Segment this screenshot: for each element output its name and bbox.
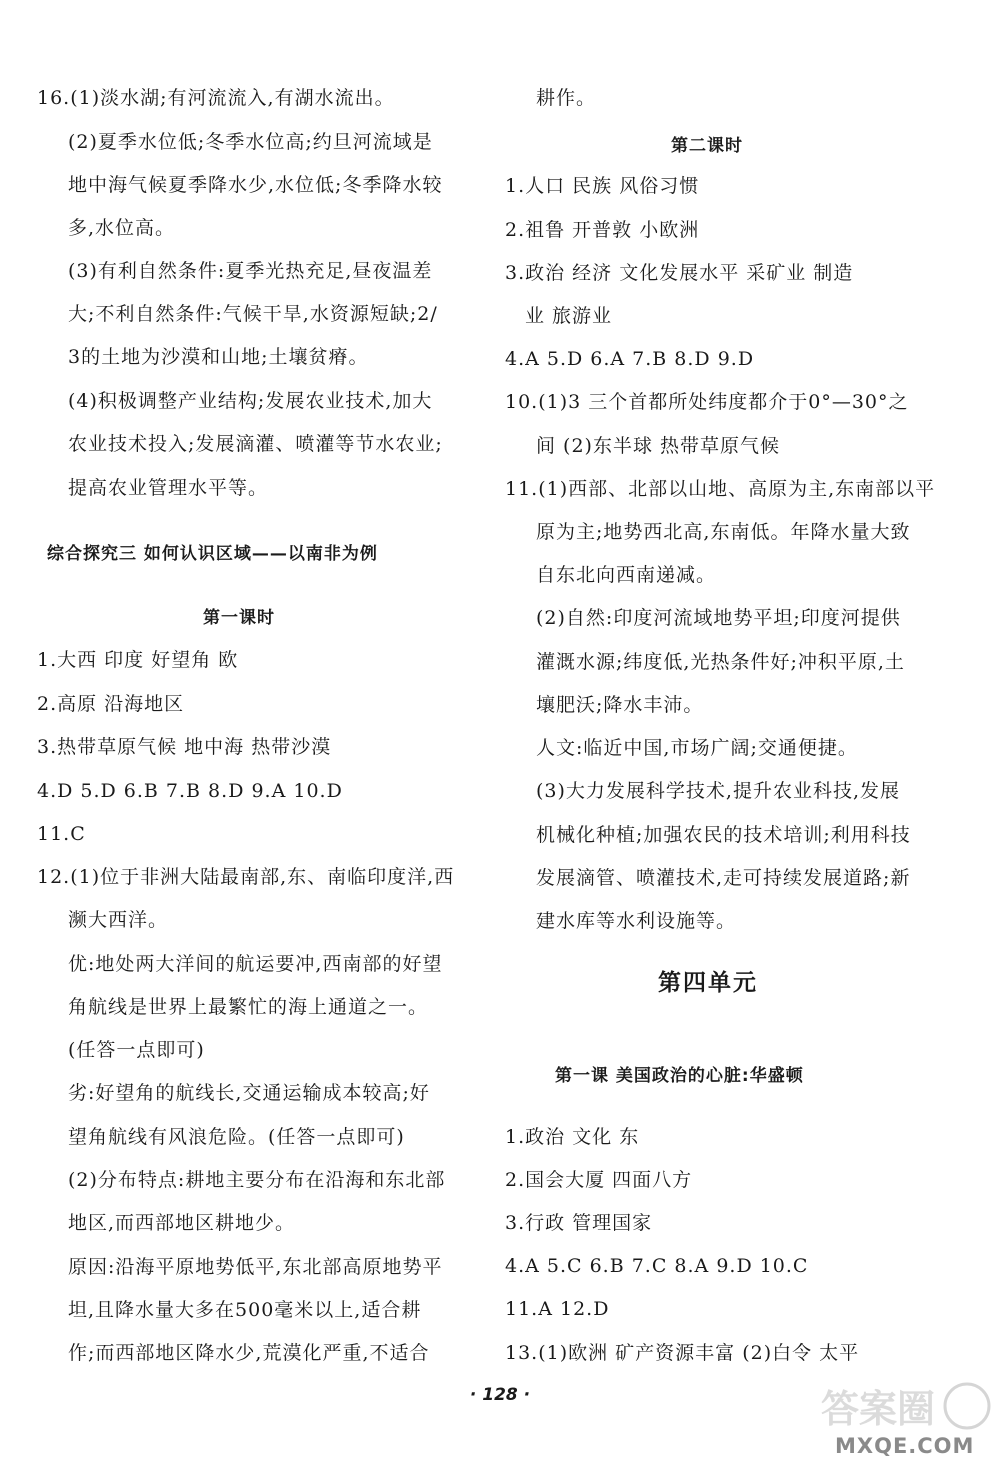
answer-b2: 2.祖鲁 开普敦 小欧洲 [505, 219, 700, 241]
answer-12-2-line2: 地区,而西部地区耕地少。 [68, 1212, 296, 1234]
answer-12-1-line2: 濒大西洋。 [68, 909, 169, 931]
answer-4-10: 4.D 5.D 6.B 7.B 8.D 9.A 10.D [37, 780, 343, 802]
answer-b11-line5: 灌溉水源;纬度低,光热条件好;冲积平原,土 [536, 651, 905, 673]
answer-16-3-line2: 大;不利自然条件:气候干旱,水资源短缺;2/ [68, 303, 438, 325]
answer-12-reason-line2: 坦,且降水量大多在500毫米以上,适合耕 [68, 1299, 422, 1321]
answer-b11-line6: 壤肥沃;降水丰沛。 [536, 694, 704, 716]
answer-16-2-line1: (2)夏季水位低;冬季水位高;约旦河流域是 [68, 131, 433, 153]
section-title: 综合探究三 如何认识区域——以南非为例 [47, 544, 378, 564]
answer-b11-line10: 发展滴管、喷灌技术,走可持续发展道路;新 [536, 867, 911, 889]
answer-12-dis-line2: 望角航线有风浪危险。(任答一点即可) [68, 1126, 405, 1148]
answer-3: 3.热带草原气候 地中海 热带沙漠 [37, 736, 332, 758]
answer-16-4-line1: (4)积极调整产业结构;发展农业技术,加大 [68, 390, 433, 412]
lesson-1-heading: 第一课时 [203, 608, 275, 628]
answer-16-3-line1: (3)有利自然条件:夏季光热充足,昼夜温差 [68, 260, 433, 282]
answer-11: 11.C [37, 823, 86, 845]
answer-b11-line8: (3)大力发展科学技术,提升农业科技,发展 [536, 780, 900, 802]
watermark-chars: 答案圈 [821, 1387, 936, 1431]
answer-16-2-line3: 多,水位高。 [68, 217, 176, 239]
answer-2: 2.高原 沿海地区 [37, 693, 185, 715]
answer-16-2-line2: 地中海气候夏季降水少,水位低;冬季降水较 [68, 174, 443, 196]
answer-b10-line2: 间 (2)东半球 热带草原气候 [536, 435, 780, 457]
watermark-site: MXQE.COM [835, 1434, 975, 1458]
answer-1: 1.大西 印度 好望角 欧 [37, 649, 239, 671]
answer-b11-line9: 机械化种植;加强农民的技术培训;利用科技 [536, 824, 911, 846]
answer-b11-line11: 建水库等水利设施等。 [536, 910, 737, 932]
answer-c11-12: 11.A 12.D [505, 1298, 610, 1320]
answer-b11-line4: (2)自然:印度河流域地势平坦;印度河提供 [536, 607, 901, 629]
answer-12-reason-line3: 作;而西部地区降水少,荒漠化严重,不适合 [68, 1342, 430, 1364]
answer-12-2-line1: (2)分布特点:耕地主要分布在沿海和东北部 [68, 1169, 446, 1191]
answer-16-3-line3: 3的土地为沙漠和山地;土壤贫瘠。 [68, 346, 369, 368]
answer-c1: 1.政治 文化 东 [505, 1126, 640, 1148]
answer-b11-line3: 自东北向西南递减。 [536, 564, 717, 586]
answer-b11-line1: 11.(1)西部、北部以山地、高原为主,东南部以平 [505, 478, 936, 500]
answer-b11-line2: 原为主;地势西北高,东南低。年降水量大致 [536, 521, 911, 543]
answer-b4-9: 4.A 5.D 6.A 7.B 8.D 9.D [505, 348, 755, 370]
answer-c4-10: 4.A 5.C 6.B 7.C 8.A 9.D 10.C [505, 1255, 809, 1277]
answer-12-adv-line1: 优:地处两大洋间的航运要冲,西南部的好望 [68, 953, 443, 975]
lesson-title: 第一课 美国政治的心脏:华盛顿 [555, 1066, 804, 1086]
answer-b11-line7: 人文:临近中国,市场广阔;交通便捷。 [536, 737, 858, 759]
answer-16-1: 16.(1)淡水湖;有河流流入,有湖水流出。 [37, 87, 395, 109]
answer-b10-line1: 10.(1)3 三个首都所处纬度都介于0°—30°之 [505, 391, 909, 413]
lesson-2-heading: 第二课时 [671, 136, 743, 156]
answer-16-4-line3: 提高农业管理水平等。 [68, 477, 269, 499]
answer-12-adv-line2: 角航线是世界上最繁忙的海上通道之一。 [68, 996, 429, 1018]
continuation-text: 耕作。 [536, 87, 597, 109]
answer-b3-line1: 3.政治 经济 文化发展水平 采矿业 制造 [505, 262, 854, 284]
answer-c2: 2.国会大厦 四面八方 [505, 1169, 693, 1191]
answer-12-dis-line1: 劣:好望角的航线长,交通运输成本较高;好 [68, 1082, 430, 1104]
unit-title: 第四单元 [658, 970, 758, 996]
answer-b3-line2: 业 旅游业 [525, 305, 613, 327]
answer-b1: 1.人口 民族 风俗习惯 [505, 175, 700, 197]
answer-c3: 3.行政 管理国家 [505, 1212, 653, 1234]
answer-16-4-line2: 农业技术投入;发展滴灌、喷灌等节水农业; [68, 433, 443, 455]
answer-12-reason-line1: 原因:沿海平原地势低平,东北部高原地势平 [68, 1256, 443, 1278]
page-number: · 128 · [469, 1385, 531, 1405]
answer-12-adv-note: (任答一点即可) [68, 1039, 205, 1061]
answer-c13: 13.(1)欧洲 矿产资源丰富 (2)白令 太平 [505, 1342, 860, 1364]
answer-12-1-line1: 12.(1)位于非洲大陆最南部,东、南临印度洋,西 [37, 866, 455, 888]
